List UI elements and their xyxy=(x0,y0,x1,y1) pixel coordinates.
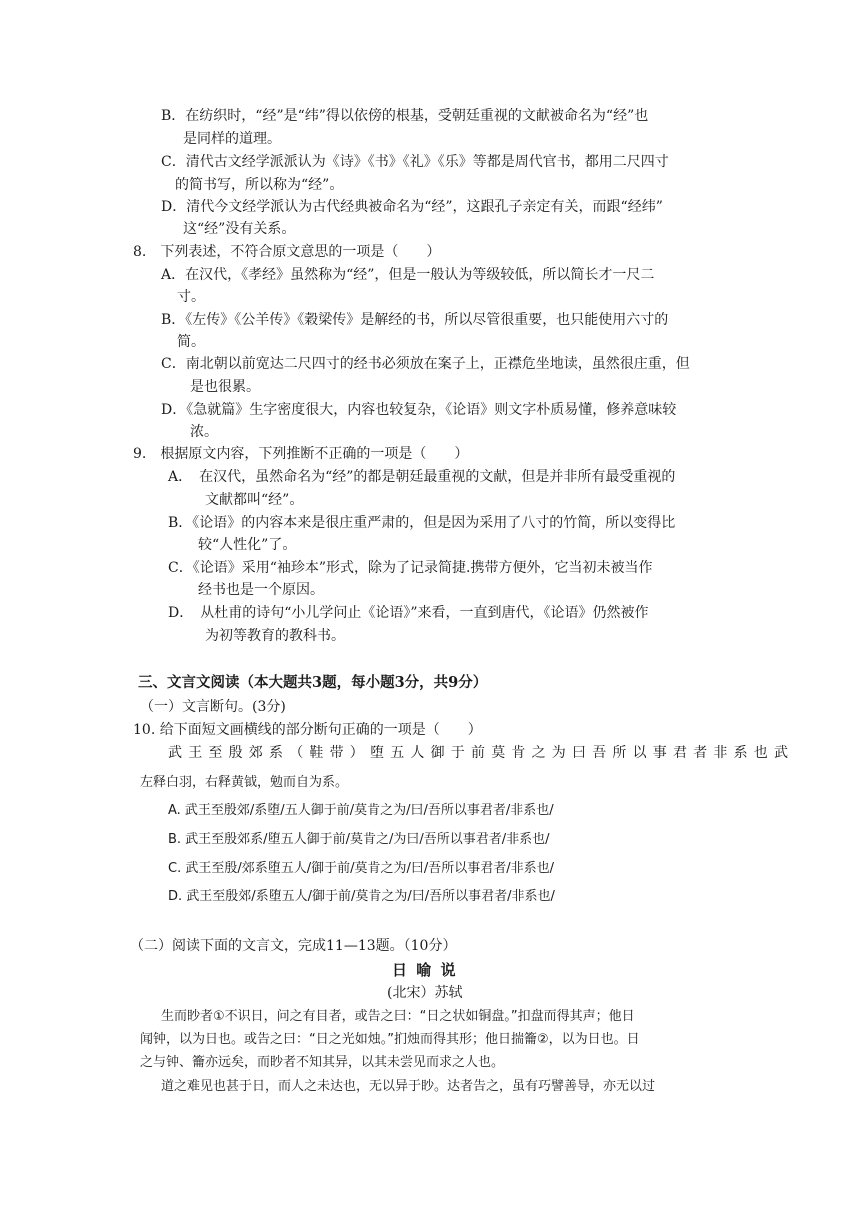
question-9-stem: 9. 根据原文内容，下列推断不正确的一项是（ ） xyxy=(133,446,469,462)
option-9c-line-1: C．《论语》采用“袖珍本”形式，除为了记录简捷.携带方便外，它当初未被当作 xyxy=(168,560,653,576)
option-9d-line-2: 为初等教育的教科书。 xyxy=(205,628,345,644)
option-8b-line-2: 简。 xyxy=(177,334,205,350)
option-8d-line-1: D．《急就篇》生字密度很大，内容也较复杂，《论语》则文字朴质易懂，修养意味较 xyxy=(161,402,677,418)
option-9b-line-1: B．《论语》的内容本来是很庄重严肃的，但是因为采用了八寸的竹简，所以变得比 xyxy=(168,515,676,531)
option-10a: A. 武王至殷郊/系堕/五人御于前/莫肯之为/曰/吾所以事君者/非系也/ xyxy=(168,803,554,818)
option-10b: B. 武王至殷郊系/堕五人御于前/莫肯之/为曰/吾所以事君者/非系也/ xyxy=(168,832,550,847)
option-9a-line-2: 文献都叫“经”。 xyxy=(205,492,304,508)
essay-title: 日 喻 说 xyxy=(392,961,458,979)
option-9c-line-2: 经书也是一个原因。 xyxy=(198,582,324,598)
question-8-stem: 8. 下列表述，不符合原文意思的一项是（ ） xyxy=(133,244,441,260)
question-10-stem: 10. 给下面短文画横线的部分断句正确的一项是（ ） xyxy=(133,722,482,738)
option-10c: C. 武王至殷/郊系堕五人/御于前/莫肯之为/曰/吾所以事君者/非系也/ xyxy=(168,861,555,876)
option-8c-line-1: C．南北朝以前宽达二尺四寸的经书必须放在案子上，正襟危坐地读，虽然很庄重，但 xyxy=(161,356,690,372)
subsection-2-heading: （二）阅读下面的文言文，完成11—13题。（10分） xyxy=(130,938,457,954)
option-7c-line-2: 的简书写，所以称为“经”。 xyxy=(175,177,344,193)
option-8a-line-1: A．在汉代，《孝经》虽然称为“经”，但是一般认为等级较低，所以简长才一尺二 xyxy=(161,267,655,283)
essay-paragraph-1-line-2: 闻钟，以为日也。或告之曰：“日之光如烛。”扪烛而得其形；他日揣籥②，以为日也。日 xyxy=(140,1032,640,1047)
option-7d-line-1: D．清代今文经学派认为古代经典被命名为“经”，这跟孔子亲定有关，而跟“经纬” xyxy=(161,199,663,215)
option-7b-line-1: B．在纺织时，“经”是“纬”得以依傍的根基，受朝廷重视的文献被命名为“经”也 xyxy=(161,108,649,124)
option-8b-line-1: B．《左传》《公羊传》《穀梁传》是解经的书，所以尽管很重要，也只能使用六寸的 xyxy=(161,312,669,328)
section-3-heading: 三、文言文阅读（本大题共3题，每小题3分，共9分） xyxy=(138,674,488,691)
essay-paragraph-1-line-3: 之与钟、籥亦远矣，而眇者不知其异，以其未尝见而求之人也。 xyxy=(140,1055,505,1070)
passage-continuation: 左释白羽，右释黄钺，勉而自为系。 xyxy=(140,775,349,790)
option-9a-line-1: A． 在汉代，虽然命名为“经”的都是朝廷最重视的文献，但是并非所有最受重视的 xyxy=(168,469,676,485)
option-9b-line-2: 较“人性化”了。 xyxy=(198,537,297,553)
option-8a-line-2: 寸。 xyxy=(177,289,205,305)
passage-underlined-text: 武王至殷郊系（鞋带）堕五人御于前莫肯之为曰吾所以事君者非系也武 xyxy=(168,745,795,761)
option-7b-line-2: 是同样的道理。 xyxy=(183,131,281,147)
essay-author: (北宋）苏轼 xyxy=(387,985,463,1001)
subsection-1-heading: （一）文言断句。(3分) xyxy=(140,699,286,715)
option-9d-line-1: D． 从杜甫的诗句“小儿学问止《论语》”来看，一直到唐代，《论语》仍然被作 xyxy=(168,605,649,621)
option-8d-line-2: 浓。 xyxy=(190,424,218,440)
option-8c-line-2: 是也很累。 xyxy=(190,379,260,395)
option-10d: D. 武王至殷郊/系堕五人/御于前/莫肯之为/曰/吾所以事君者/非系也/ xyxy=(168,889,555,904)
option-7d-line-2: 这“经”没有关系。 xyxy=(183,221,296,237)
option-7c-line-1: C．清代古文经学派派认为《诗》《书》《礼》《乐》等都是周代官书，都用二尺四寸 xyxy=(161,154,669,170)
essay-paragraph-2-line-1: 道之难见也甚于日，而人之未达也，无以异于眇。达者告之，虽有巧譬善导，亦无以过 xyxy=(161,1079,656,1094)
essay-paragraph-1-line-1: 生而眇者①不识日，问之有目者，或告之曰：“日之状如铜盘。”扣盘而得其声；他日 xyxy=(161,1009,635,1024)
